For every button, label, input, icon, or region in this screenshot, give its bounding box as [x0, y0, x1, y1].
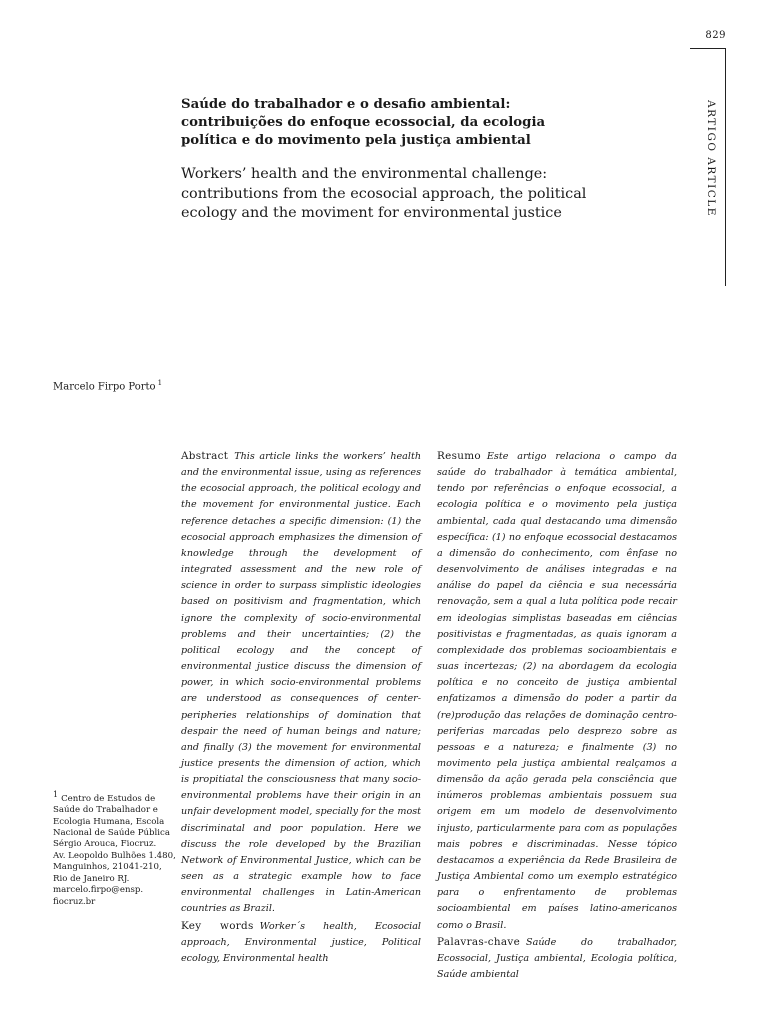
affiliation-note — [53, 789, 176, 908]
article-title-portuguese: Saúde do trabalhador e o desafio ambiental: contribuições do enfoque ecossocial, da ecologia política e do movimento pela justiça ambiental — [181, 97, 546, 148]
author-line — [53, 379, 203, 392]
affiliation-line: Nacional de Saúde Pública — [53, 828, 170, 839]
affiliation-line: Ecologia Humana, Escola — [53, 816, 165, 827]
side-rule — [725, 48, 726, 286]
resumo-paragraph — [437, 448, 677, 934]
affiliation-email[interactable]: marcelo.firpo@ensp. — [53, 885, 144, 896]
resumo-text: Este artigo relaciona o campo da saúde do trabalhador à temática ambiental, tendo por referências o enfoque ecossocial, a ecologia política e o movimento pela justiça ambiental, cada qual destacando uma dimensão específica: (1) no enfoque ecossocial destacamos a dimensão do conhecimento, com ênfase no desenvolvimento de análises integradas e na análise do papel da ciência e sua necessária renovação, sem a qual a luta política pode recair em ideologias simplistas baseadas em ciências positivistas e fragmentadas, as quais ignoram a complexidade dos problemas socioambientais e suas incertezas; (2) na abordagem da ecologia política e no conceito de justiça ambiental enfatizamos a dimensão do poder a partir da (re)produção das relações de dominação centro-periferias marcadas pelo desprezo sobre as pessoas e a natureza; e finalmente (3) no movimento pela justiça ambiental realçamos a dimensão da ação gerada pela consciência que inúmeros problemas ambientais possuem sua origem em um modelo de desenvolvimento injusto, particularmente para com as populações mais pobres e discriminadas. Nesse tópico destacamos a experiência da Rede Brasileira de Justiça Ambiental como um exemplo estratégico para o enfrentamento de problemas socioambiental em países latino-americanos como o Brasil. — [437, 451, 677, 931]
resumo-heading: Resumo — [437, 450, 481, 462]
keywords-heading: Key words — [181, 919, 254, 932]
page-number: 829 — [705, 30, 726, 41]
palavras-chave-heading: Palavras-chave — [437, 935, 521, 948]
header-rule — [690, 48, 726, 49]
palavras-chave-paragraph — [437, 934, 677, 983]
author-name: Marcelo Firpo Porto — [53, 381, 156, 393]
section-label: ARTIGO ARTICLE — [705, 100, 717, 217]
affiliation-email[interactable]: fiocruz.br — [53, 896, 96, 907]
affiliation-line: Av. Leopoldo Bulhões 1.480, — [53, 850, 176, 861]
affiliation-line: Saúde do Trabalhador e — [53, 805, 158, 816]
keywords-paragraph — [181, 918, 421, 967]
abstract-column — [181, 448, 421, 967]
palavras-chave-text: Saúde do trabalhador, Ecossocial, Justiça ambiental, Ecologia política, Saúde ambiental — [437, 936, 677, 980]
keywords-text: Worker´s health, Ecosocial approach, Environmental justice, Political ecology, Environmental health — [181, 920, 422, 964]
abstract-text: This article links the workers’ health and the environmental issue, using as references the ecosocial approach, the political ecology and the movement for environmental justice. Each reference detaches a specific dimension: (1) the ecosocial approach emphasizes the dimension of knowledge through the development of integrated assessment and the new role of science in order to surpass simplistic ideologies based on positivism and fragmentation, which ignore the complexity of socio-environmental problems and their uncertainties; (2) the political ecology and the concept of environmental justice discuss the dimension of power, in which socio-environmental problems are understood as consequences of center-peripheries relationships of domination that despair the need of human beings and nature; and finally (3) the movement for environmental justice presents the dimension of action, which is propitiatal the consciousness that many socio-environmental problems have their origin in an unfair development model, specially for the most discriminatal and poor population. Here we discuss the role developed by the Brazilian Network of Environmental Justice, which can be seen as a strategic example how to face environmental challenges in Latin-American countries as Brazil. — [181, 451, 421, 915]
resumo-column — [437, 448, 677, 983]
affiliation-line: Rio de Janeiro RJ. — [53, 873, 130, 884]
affiliation-line: $^1$ Centro de Estudos de — [53, 790, 156, 804]
affiliation-line: Manguinhos, 21041-210, — [53, 862, 162, 873]
affiliation-mark: 1 — [53, 790, 59, 799]
article-title-english: Workers’ health and the environmental challenge: contributions from the ecosocial approach, the political ecology and the moviment for environmental justice — [181, 166, 587, 221]
affiliation-line: Sérgio Arouca, Fiocruz. — [53, 839, 157, 850]
abstract-heading: Abstract — [181, 450, 229, 462]
abstract-paragraph — [181, 448, 421, 918]
author-affiliation-mark: 1 — [157, 379, 163, 387]
